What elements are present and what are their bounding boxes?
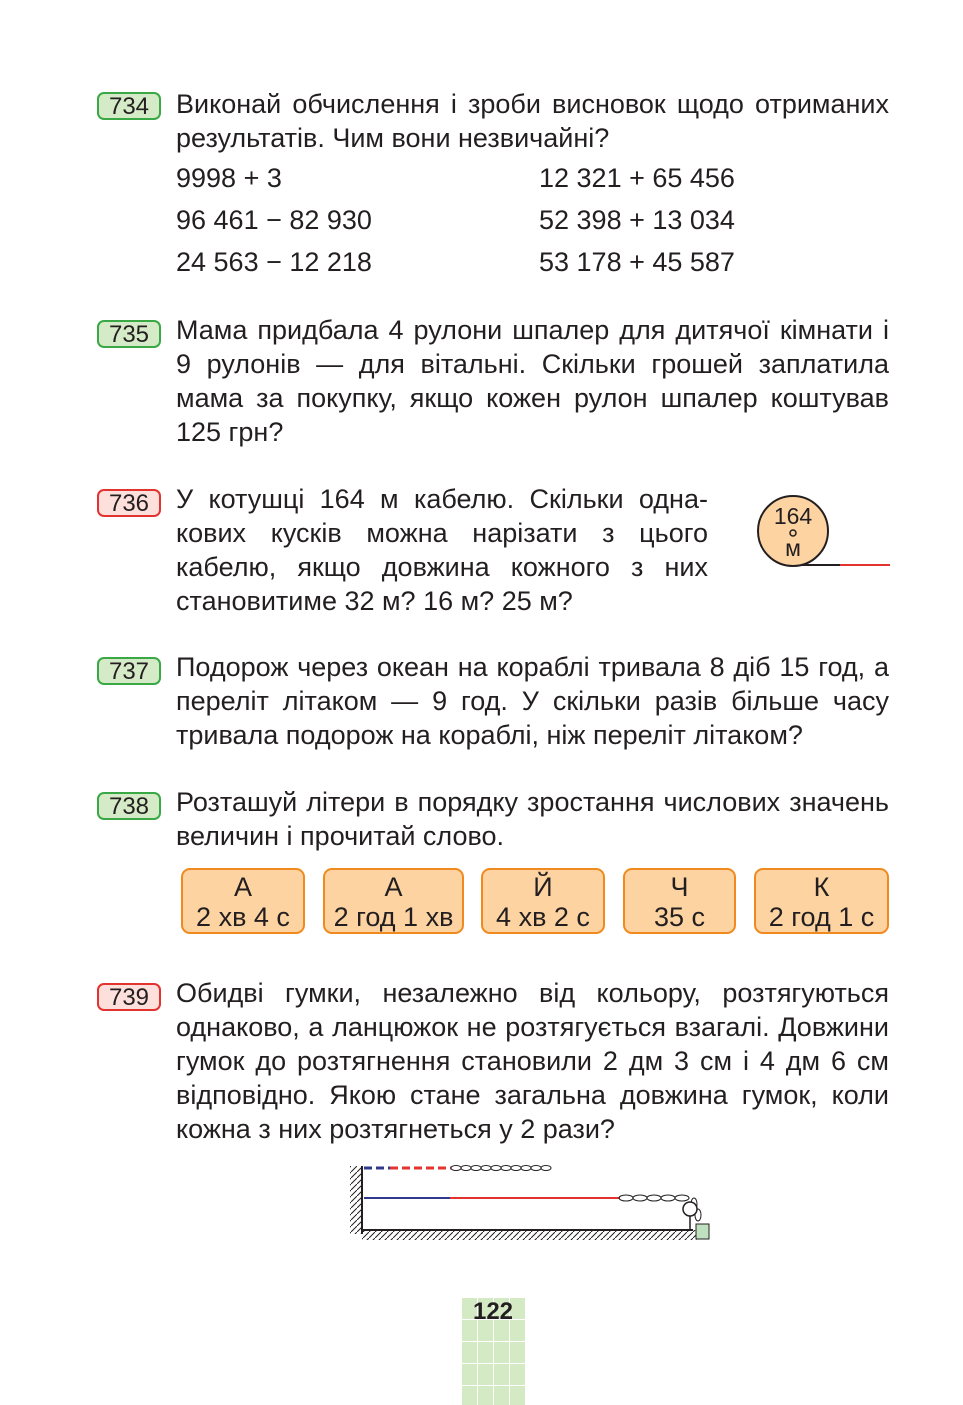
task-number-badge: 736 [97, 489, 161, 517]
task-number-badge: 737 [97, 657, 161, 685]
task-text: У котушці 164 м кабелю. Скільки однакових кусків можна нарізати з цього кабелю, якщо довжина кожного з них становитиме 32 м? 16 м? 25 м? [176, 484, 708, 616]
card-letter: А [233, 872, 252, 902]
cable-coil-illustration [740, 484, 895, 574]
expression: 96 461 − 82 930 [176, 205, 372, 235]
card-letter: А [384, 872, 403, 902]
card-value: 2 хв 4 с [196, 902, 290, 932]
expression: 12 321 + 65 456 [539, 163, 735, 193]
expression: 9998 + 3 [176, 163, 282, 193]
card-letter: К [813, 872, 830, 902]
card-value: 2 год 1 хв [333, 902, 454, 932]
card-letter: Й [533, 872, 553, 902]
task-text: Обидві гумки, незалежно від кольору, розтягуються однаково, а ланцюжок не розтягується взагалі. Довжини гумок до розтягнення становили 2 дм 3 см і 4 дм 6 см відповідно. Якою стане загальна довжина гумок, коли кожна з них розтягнеться у 2 рази? [176, 978, 889, 1144]
expression: 52 398 + 13 034 [539, 205, 735, 235]
page-number: 122 [472, 1298, 514, 1325]
coil-unit: м [785, 535, 801, 561]
card-letter: Ч [670, 872, 689, 902]
task-text: Подорож через океан на кораблі тривала 8 діб 15 год, а переліт літаком — 9 год. У скільки разів більше часу тривала подорож на кораблі, ніж переліт літаком? [176, 652, 889, 750]
letter-card [181, 868, 305, 934]
task-text: Розташуй літери в порядку зростання числових значень величин і прочитай слово. [176, 787, 889, 851]
task-number-badge: 735 [97, 320, 161, 348]
coil-length: 164 [773, 503, 813, 529]
card-value: 4 хв 2 с [496, 902, 590, 932]
rubber-bands-illustration [345, 1160, 725, 1250]
task-number-badge: 734 [97, 92, 161, 120]
expression: 24 563 − 12 218 [176, 247, 372, 277]
letter-card [754, 868, 889, 934]
letter-card [481, 868, 605, 934]
card-value: 35 с [653, 902, 706, 932]
letter-cards [0, 868, 963, 936]
task-text: Мама придбала 4 рулони шпалер для дитячої кімнати і 9 рулонів — для вітальні. Скільки грошей заплатила мама за покупку, якщо кожен рулон шпалер коштував 125 грн? [176, 315, 889, 447]
letter-card [323, 868, 464, 934]
letter-card [623, 868, 736, 934]
expression: 53 178 + 45 587 [539, 247, 735, 277]
task-number-badge: 739 [97, 983, 161, 1011]
task-number-badge: 738 [97, 792, 161, 820]
task-text: Виконай обчислення і зроби висновок щодо отриманих результатів. Чим вони незвичайні? [176, 89, 889, 153]
card-value: 2 год 1 с [768, 902, 875, 932]
